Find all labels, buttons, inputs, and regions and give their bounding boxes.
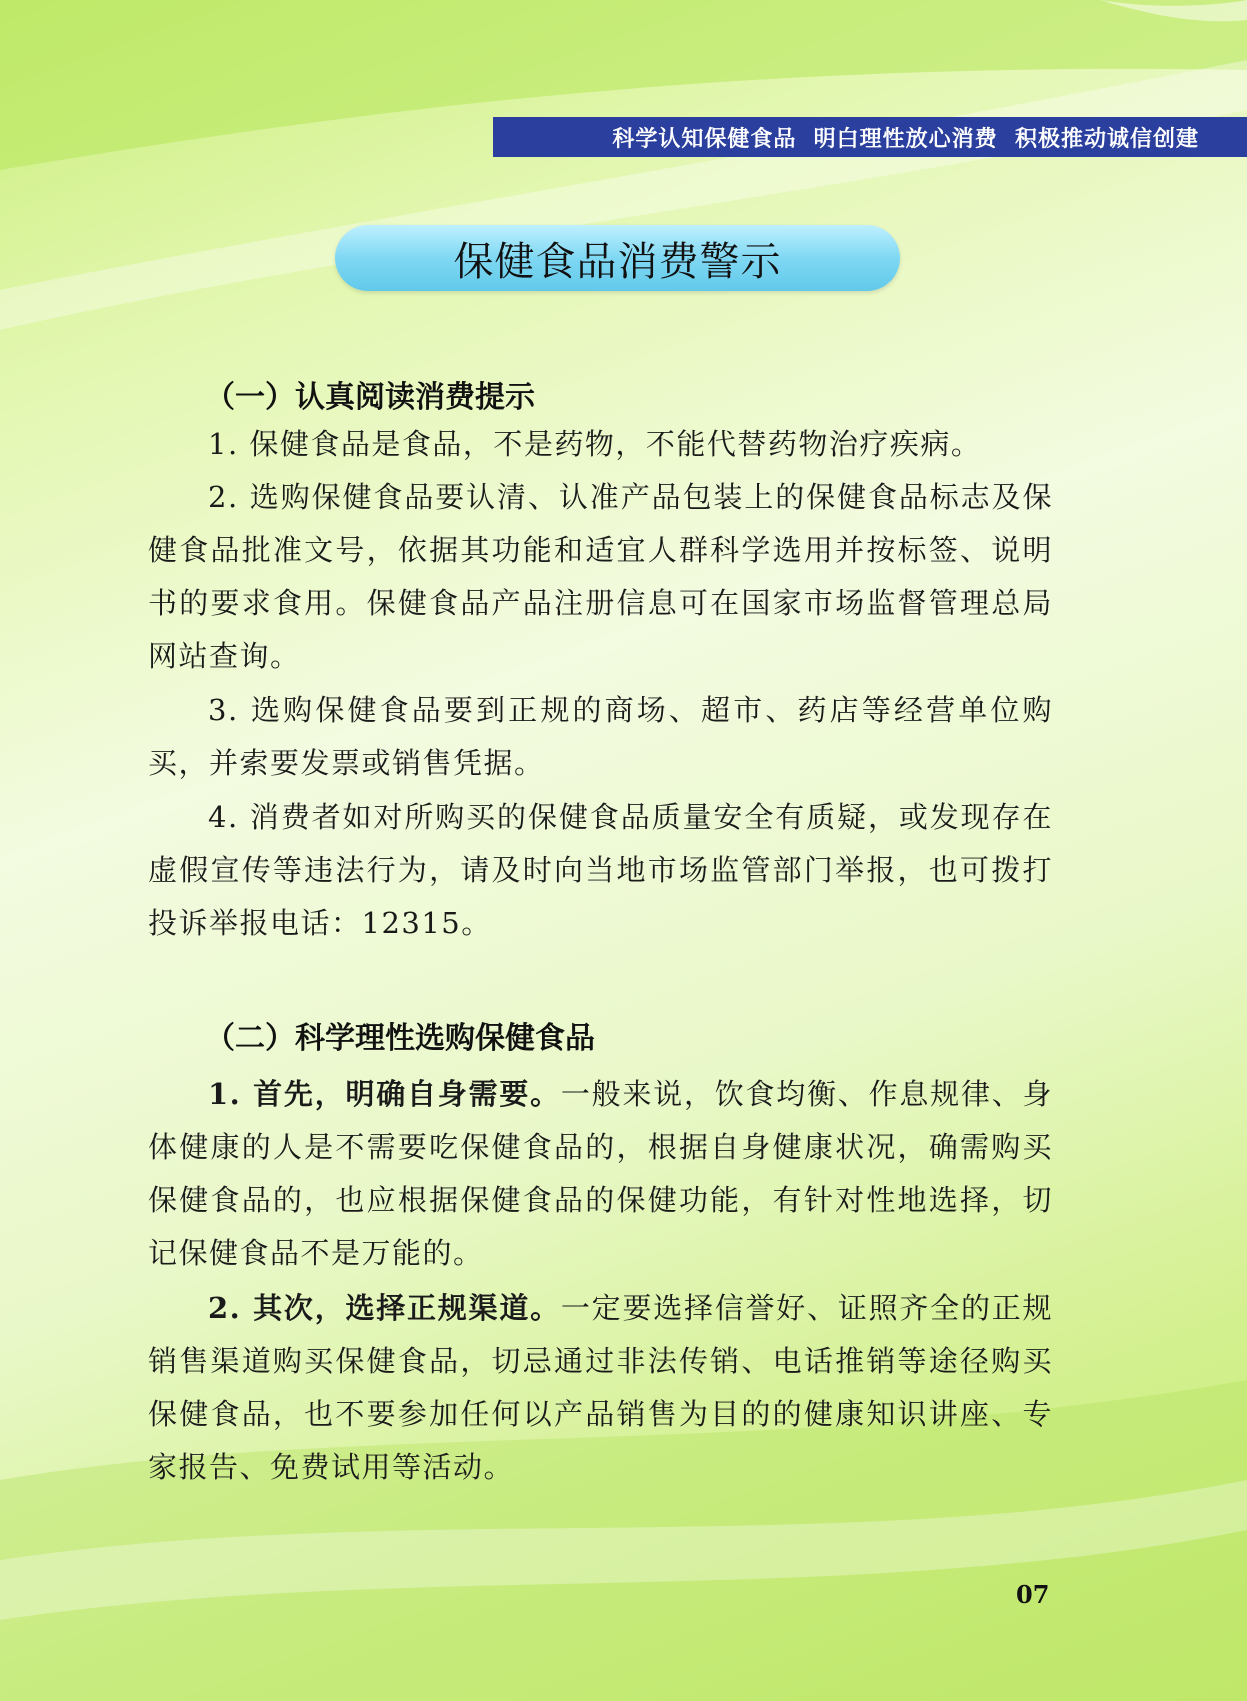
section1-item-4: 4. 消费者如对所购买的保健食品质量安全有质疑，或发现存在虚假宣传等违法行为，请及时向当地市场监管部门举报，也可拨打投诉举报电话：12315。 [148, 800, 1053, 940]
section2-item-2-text: 一定要选择信誉好、证照齐全的正规销售渠道购买保健食品，切忌通过非法传销、电话推销等途径购买保健食品，也不要参加任何以产品销售为目的的健康知识讲座、专家报告、免费试用等活动。 [148, 1291, 1053, 1484]
section-heading-2: （二）科学理性选购保健食品 [205, 1021, 595, 1056]
header-slogan: 科学认知保健食品 明白理性放心消费 积极推动诚信创建 [612, 125, 1199, 152]
section2-item-2 [148, 1282, 1053, 1494]
section2-item-1-lead: 1. 首先，明确自身需要。 [208, 1077, 561, 1111]
title-banner [335, 225, 900, 291]
header-slogan-band [493, 117, 1247, 157]
section1-item-3: 3. 选购保健食品要到正规的商场、超市、药店等经营单位购买，并索要发票或销售凭据。 [148, 693, 1053, 780]
page-title: 保健食品消费警示 [453, 238, 782, 285]
section1-item-2: 2. 选购保健食品要认清、认准产品包装上的保健食品标志及保健食品批准文号，依据其功能和适宜人群科学选用并按标签、说明书的要求食用。保健食品产品注册信息可在国家市场监督管理总局网站查询。 [148, 480, 1053, 673]
section2-item-2-lead: 2. 其次，选择正规渠道。 [208, 1291, 561, 1325]
section-heading-1: （一）认真阅读消费提示 [205, 380, 535, 415]
page-number: 07 [1016, 1580, 1050, 1609]
section2-item-1-text: 一般来说，饮食均衡、作息规律、身体健康的人是不需要吃保健食品的，根据自身健康状况，确需购买保健食品的，也应根据保健食品的保健功能，有针对性地选择，切记保健食品不是万能的。 [148, 1077, 1053, 1270]
section2-item-1 [148, 1068, 1053, 1280]
section1-item-1: 1. 保健食品是食品，不是药物，不能代替药物治疗疾病。 [208, 427, 982, 461]
